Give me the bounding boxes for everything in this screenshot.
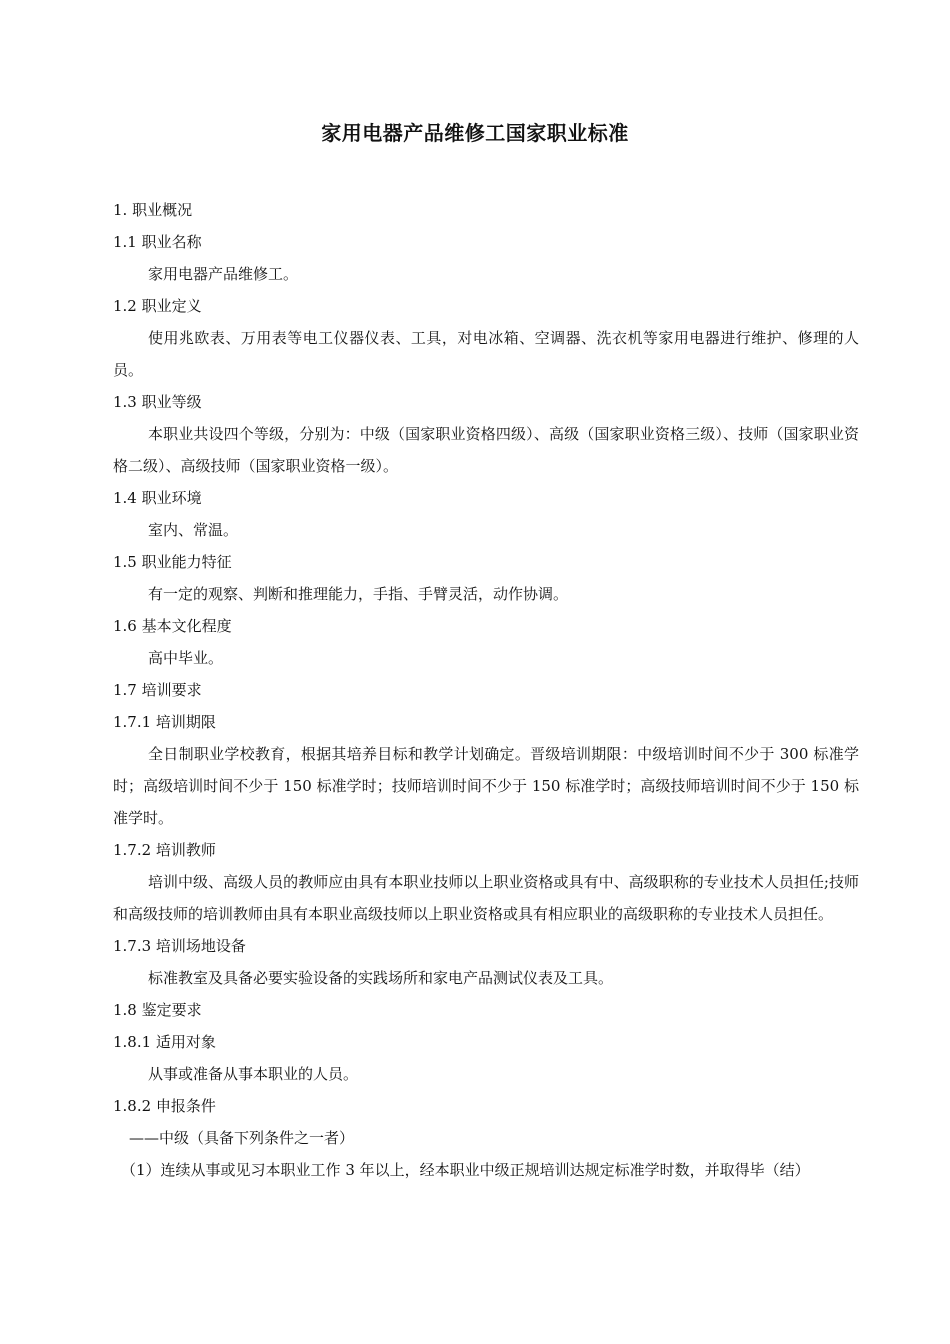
section-heading: 1.1 职业名称 <box>113 233 202 251</box>
section-heading: 1.4 职业环境 <box>113 489 202 507</box>
section-heading: 1.2 职业定义 <box>113 297 202 315</box>
paragraph: 本职业共设四个等级，分别为：中级（国家职业资格四级）、高级（国家职业资格三级）、技师（国家职业资格二级）、高级技师（国家职业资格一级）。 <box>113 425 859 475</box>
section-heading: 1.6 基本文化程度 <box>113 617 232 635</box>
paragraph: 家用电器产品维修工。 <box>148 265 299 283</box>
paragraph: 有一定的观察、判断和推理能力，手指、手臂灵活，动作协调。 <box>148 585 569 603</box>
paragraph: 全日制职业学校教育，根据其培养目标和教学计划确定。晋级培训期限：中级培训时间不少于 300 标准学时；高级培训时间不少于 150 标准学时；技师培训时间不少于 150 标准学时；高级技师培训时间不少于 150 标准学时。 <box>113 745 859 827</box>
document-body <box>113 194 859 1186</box>
paragraph: 从事或准备从事本职业的人员。 <box>148 1065 359 1083</box>
section-heading: 1.7.2 培训教师 <box>113 841 216 859</box>
section-heading: 1.8 鉴定要求 <box>113 1001 202 1019</box>
document-title: 家用电器产品维修工国家职业标准 <box>321 121 629 145</box>
paragraph: 室内、常温。 <box>148 521 239 539</box>
paragraph: 标准教室及具备必要实验设备的实践场所和家电产品测试仪表及工具。 <box>148 969 614 987</box>
level-heading: ——中级（具备下列条件之一者） <box>129 1129 355 1147</box>
section-heading: 1.8.2 申报条件 <box>113 1097 216 1115</box>
section-heading: 1.5 职业能力特征 <box>113 553 232 571</box>
section-heading: 1.7.3 培训场地设备 <box>113 937 246 955</box>
condition-item: （1）连续从事或见习本职业工作 3 年以上，经本职业中级正规培训达规定标准学时数，并取得毕（结） <box>121 1161 810 1179</box>
section-heading: 1.7 培训要求 <box>113 681 202 699</box>
section-heading: 1.8.1 适用对象 <box>113 1033 216 1051</box>
section-heading: 1.3 职业等级 <box>113 393 202 411</box>
paragraph: 培训中级、高级人员的教师应由具有本职业技师以上职业资格或具有中、高级职称的专业技术人员担任;技师和高级技师的培训教师由具有本职业高级技师以上职业资格或具有相应职业的高级职称的专业技术人员担任。 <box>113 873 859 923</box>
section-heading: 1. 职业概况 <box>113 201 193 219</box>
paragraph: 使用兆欧表、万用表等电工仪器仪表、工具，对电冰箱、空调器、洗衣机等家用电器进行维护、修理的人员。 <box>113 329 859 379</box>
paragraph: 高中毕业。 <box>148 649 224 667</box>
section-heading: 1.7.1 培训期限 <box>113 713 216 731</box>
